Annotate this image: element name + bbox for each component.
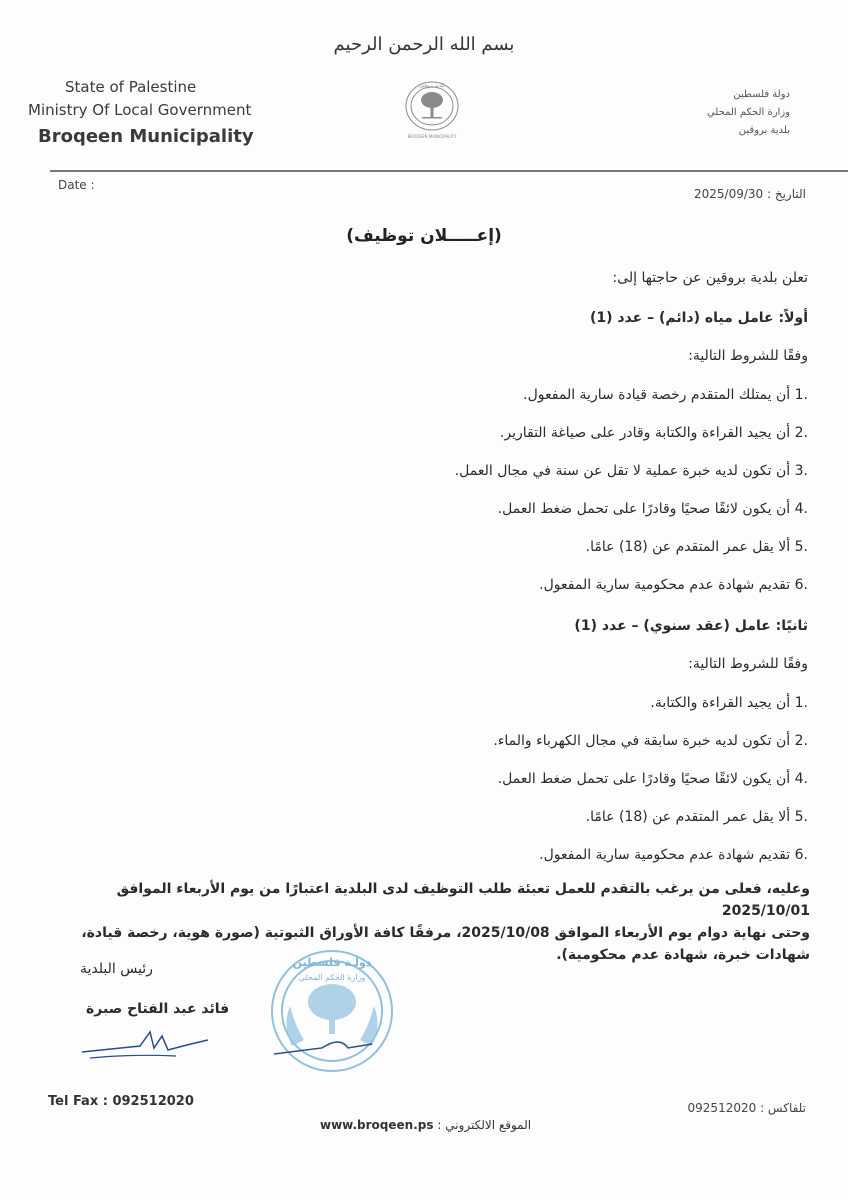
stamp-sub-text: وزارة الحكم المحلي	[298, 973, 366, 982]
item-number: .4	[794, 501, 808, 517]
ministry-name-en: Ministry Of Local Government	[28, 101, 252, 119]
item-number: .6	[794, 577, 808, 593]
item-text: أن يمتلك المتقدم رخصة قيادة سارية المفعول.	[523, 387, 791, 403]
item-number: .1	[794, 387, 808, 403]
list-item	[650, 695, 808, 711]
header-divider	[50, 170, 848, 172]
ministry-name-ar: وزارة الحكم المحلي	[706, 107, 790, 118]
fax-label-ar: تلفاكس :	[760, 1101, 806, 1115]
item-text: ألا يقل عمر المتقدم عن (18) عامًا.	[585, 809, 791, 825]
closing-paragraph	[40, 878, 810, 966]
date-value: 2025/09/30	[693, 187, 764, 201]
list-item	[539, 847, 808, 863]
item-text: أن يكون لائقًا صحيًا وقادرًا على تحمل ضغط العمل.	[497, 771, 791, 787]
closing-line-3: شهادات خبرة، شهادة عدم محكومية).	[556, 947, 810, 963]
position1-conditions-label: وفقًا للشروط التالية:	[688, 348, 808, 364]
footer-fax-ar	[688, 1101, 806, 1115]
intro-text: تعلن بلدية بروقين عن حاجتها إلى:	[612, 270, 808, 286]
item-text: أن تكون لديه خبرة سابقة في مجال الكهرباء والماء.	[493, 733, 791, 749]
item-number: .2	[794, 425, 808, 441]
list-item	[586, 539, 808, 555]
list-item	[586, 809, 808, 825]
municipality-name-ar: بلدية بروقين	[738, 125, 790, 136]
list-item	[455, 463, 808, 479]
basmala: بسم الله الرحمن الرحيم	[333, 34, 515, 55]
website-label-ar: الموقع الالكتروني :	[437, 1118, 532, 1132]
list-item	[493, 733, 808, 749]
municipality-name-en: Broqeen Municipality	[38, 126, 254, 147]
closing-line-2: وحتى نهاية دوام يوم الأربعاء الموافق 2025/10/08، مرفقًا كافة الأوراق الثبوتية (صورة هوية، رخصة قيادة،	[81, 925, 810, 941]
state-name-en: State of Palestine	[65, 78, 197, 96]
list-item	[523, 387, 808, 403]
item-text: أن يجيد القراءة والكتابة وقادر على صياغة التقارير.	[499, 425, 791, 441]
item-text: تقديم شهادة عدم محكومية سارية المفعول.	[539, 577, 791, 593]
item-text: ألا يقل عمر المتقدم عن (18) عامًا.	[585, 539, 791, 555]
municipality-logo	[392, 76, 472, 142]
item-text: أن يكون لائقًا صحيًا وقادرًا على تحمل ضغط العمل.	[497, 501, 791, 517]
logo-text-bottom: BROQEEN MUNICIPALITY	[407, 134, 457, 139]
arabic-letterhead	[707, 86, 790, 140]
footer-website	[310, 1118, 531, 1132]
footer-tel-fax-en: Tel Fax : 092512020	[48, 1094, 194, 1109]
item-number: .3	[794, 463, 808, 479]
announcement-title: (إعـــــلان توظيف)	[346, 226, 502, 246]
list-item	[498, 771, 808, 787]
state-name-ar: دولة فلسطين	[733, 89, 790, 100]
item-number: .6	[794, 847, 808, 863]
website-url[interactable]: www.broqeen.ps	[320, 1118, 434, 1132]
item-number: .4	[794, 771, 808, 787]
date-ar	[694, 187, 806, 201]
closing-line-1: وعليه، فعلى من يرغب بالتقدم للعمل تعبئة طلب التوظيف لدى البلدية اعتبارًا من يوم الأربعاء الموافق 2025/10/01	[116, 881, 810, 919]
item-number: .2	[794, 733, 808, 749]
fax-value-ar: 092512020	[687, 1101, 757, 1115]
position2-conditions-label: وفقًا للشروط التالية:	[688, 656, 808, 672]
item-number: .1	[794, 695, 808, 711]
stamp-top-text: دولـة فلسطين	[292, 956, 372, 969]
date-label-ar: التاريخ :	[766, 187, 806, 201]
item-text: أن تكون لديه خبرة عملية لا تقل عن سنة في مجال العمل.	[454, 463, 791, 479]
item-number: .5	[794, 809, 808, 825]
official-stamp	[252, 936, 412, 1086]
item-number: .5	[794, 539, 808, 555]
signer-role: رئيس البلدية	[80, 961, 153, 977]
position2-heading: ثانيًا: عامل (عقد سنوي) – عدد (1)	[574, 618, 808, 634]
list-item	[539, 577, 808, 593]
logo-text-top: بلدية بروقين	[419, 83, 445, 89]
stamp-signature-stroke	[274, 1042, 372, 1054]
handwritten-signature	[80, 1026, 220, 1066]
english-letterhead	[28, 78, 254, 147]
position1-heading: أولاً: عامل مياه (دائم) – عدد (1)	[589, 310, 808, 326]
list-item	[498, 501, 808, 517]
list-item	[500, 425, 808, 441]
signer-name: فائد عبد الفتاح صبرة	[86, 1001, 230, 1017]
item-text: تقديم شهادة عدم محكومية سارية المفعول.	[539, 847, 791, 863]
date-label-en: Date :	[58, 178, 95, 192]
item-text: أن يجيد القراءة والكتابة.	[650, 695, 791, 711]
